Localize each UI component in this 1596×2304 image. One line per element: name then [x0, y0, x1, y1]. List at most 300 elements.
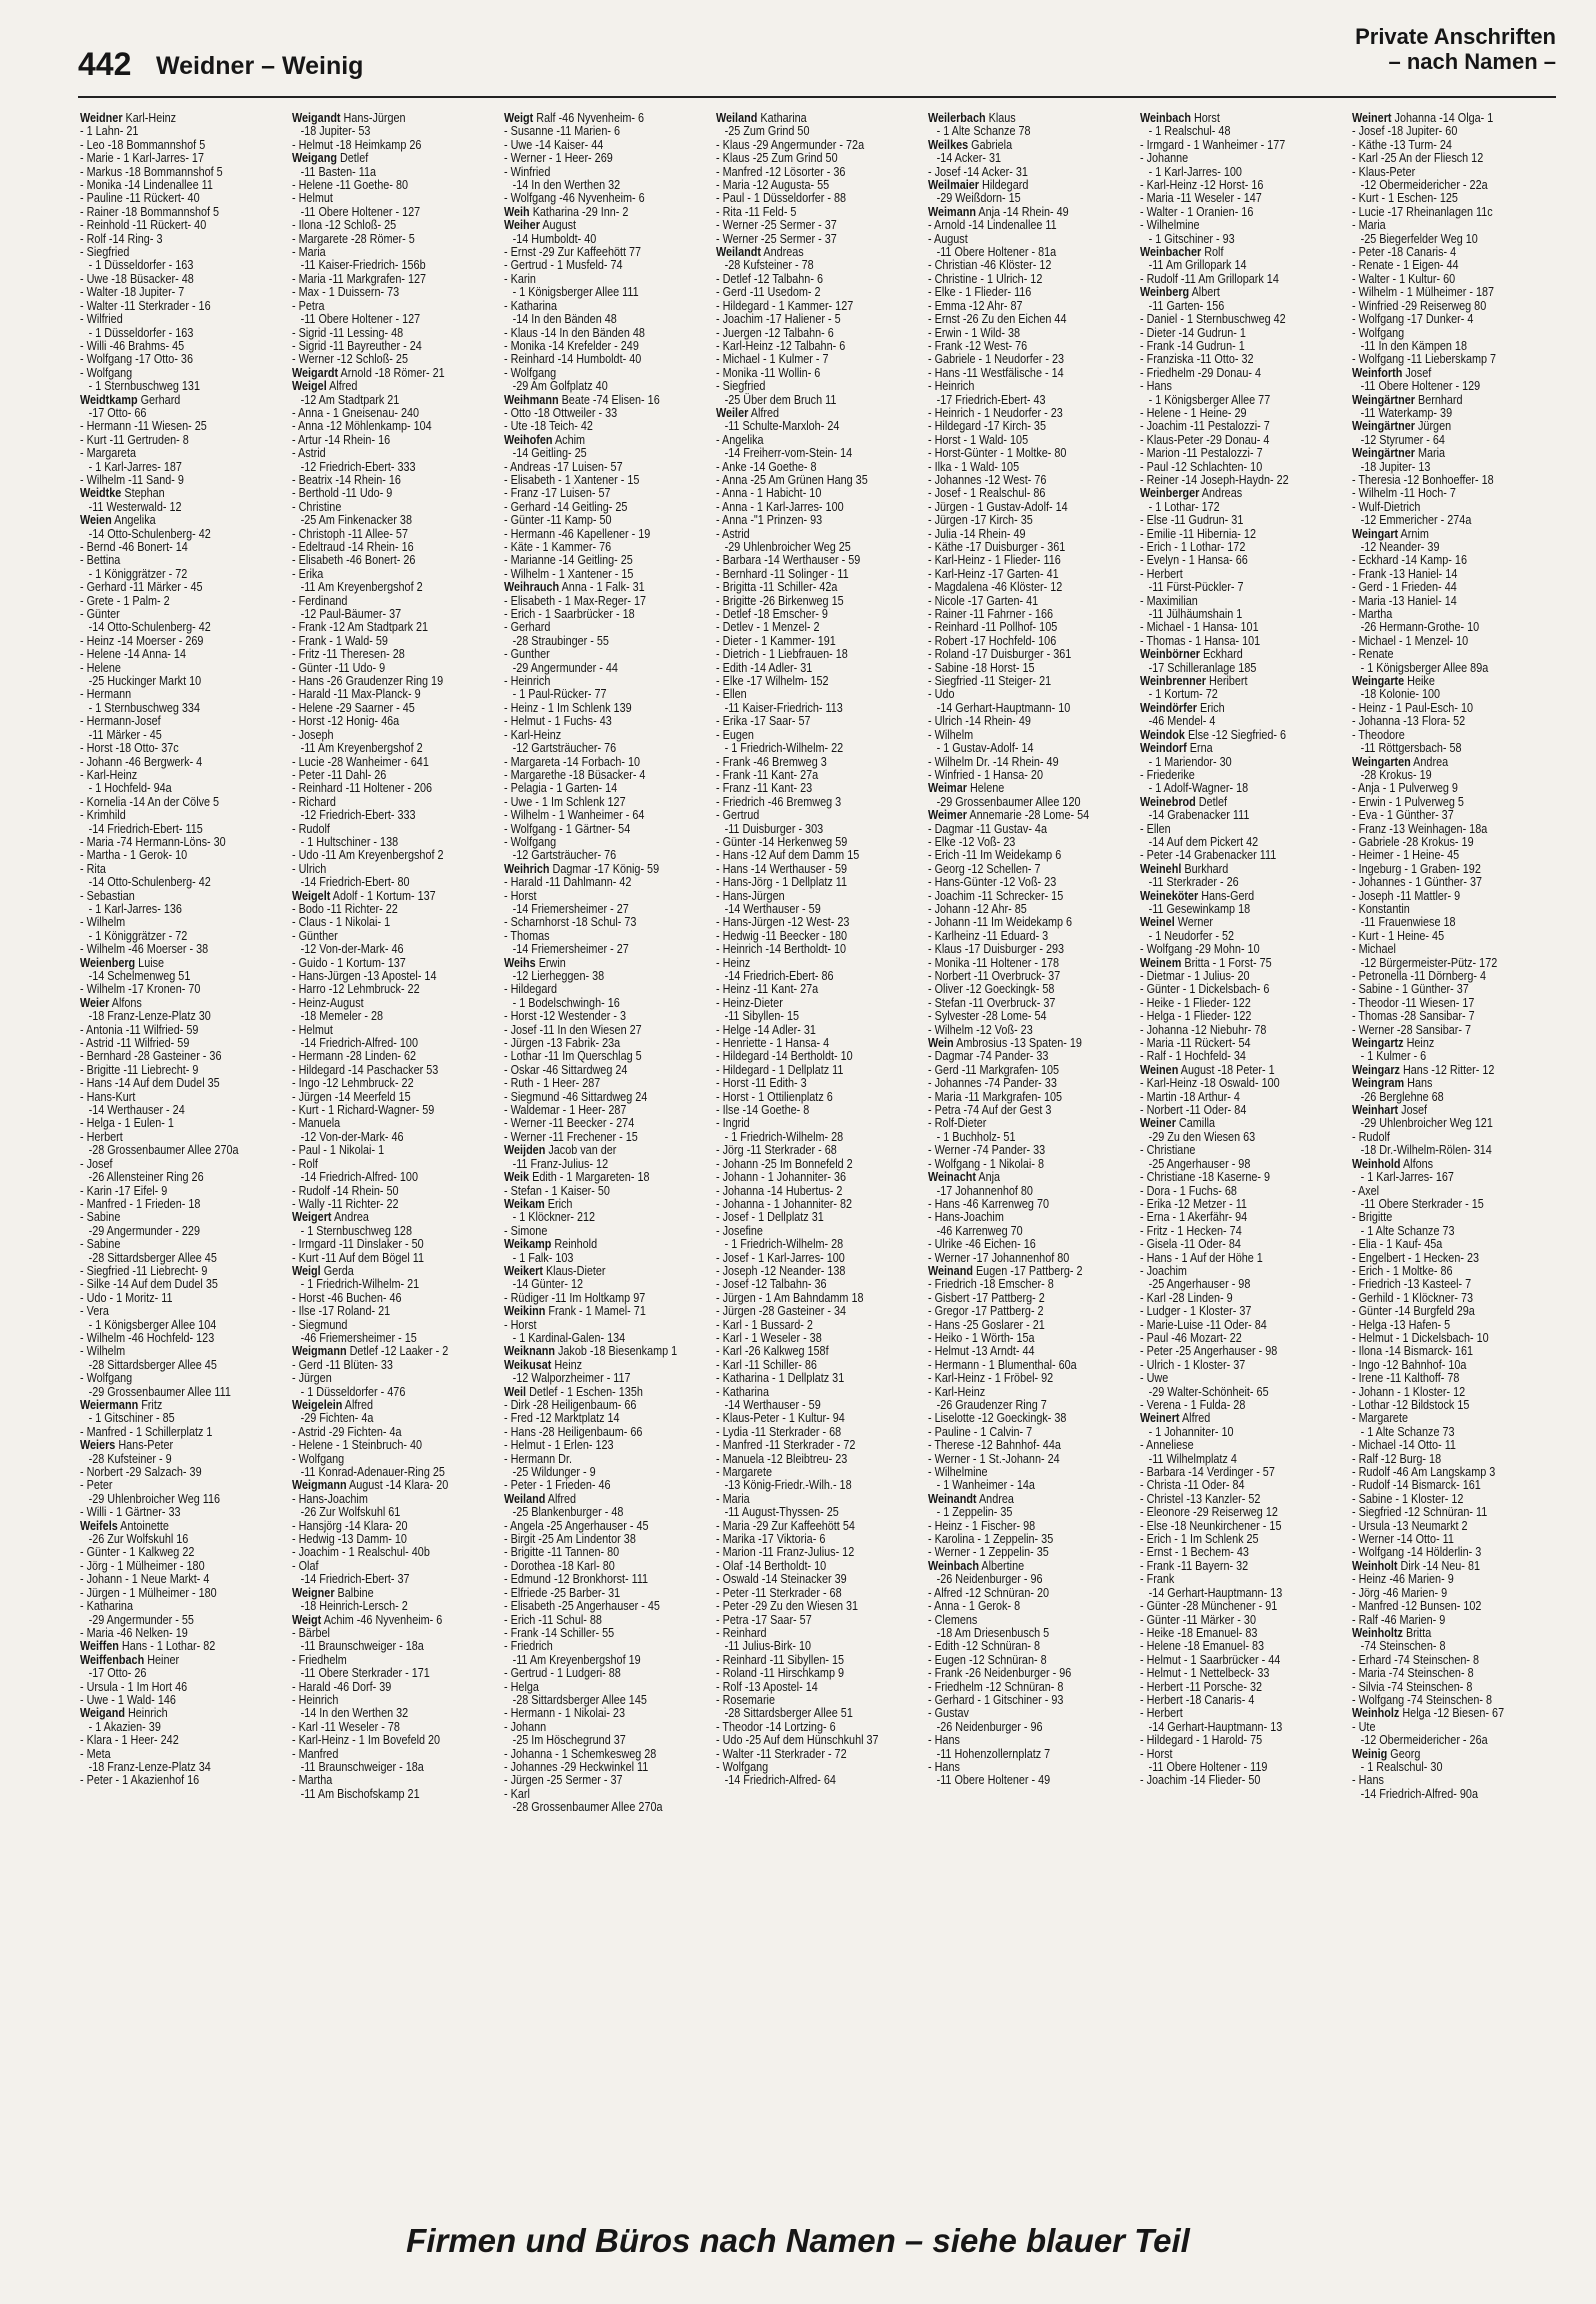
- list-item: - Manuela -12 Bleibtreu- 23: [716, 1451, 848, 1466]
- address-line: -14 Friedrich-Alfred- 100: [300, 1036, 418, 1051]
- list-item: - Manfred -12 Bunsen- 102: [1352, 1599, 1482, 1614]
- list-item: - Verena - 1 Fulda- 28: [1140, 1398, 1246, 1412]
- list-item: - Karl - 1 Weseler - 38: [716, 1330, 822, 1345]
- list-item: - Johannes -29 Heckwinkel 11: [504, 1759, 649, 1774]
- address-line: -14 Friedrich-Ebert- 86: [724, 969, 834, 983]
- address-line: -46 Mendel- 4: [1148, 714, 1216, 729]
- address-line: -12 Emmericher - 274a: [1360, 513, 1472, 528]
- list-item: - Marie-Luise -11 Oder- 84: [1140, 1317, 1267, 1332]
- address-line: -14 Auf dem Pickert 42: [1148, 834, 1259, 849]
- list-item: - Frank: [1140, 1572, 1175, 1587]
- list-item: - Anneliese: [1140, 1438, 1194, 1453]
- list-item: - Horst -11 Edith- 3: [716, 1076, 807, 1091]
- address-line: -12 Friedrich-Ebert- 333: [300, 808, 416, 823]
- list-item: - Ilse -17 Roland- 21: [292, 1304, 391, 1319]
- list-item: - Astrid -11 Wilfried- 59: [80, 1036, 190, 1051]
- entry-details: Heinrich: [124, 1706, 168, 1721]
- list-item: - Oskar -46 Sittardweg 24: [504, 1062, 628, 1077]
- address-line: - 1 Düsseldorfer - 476: [300, 1384, 406, 1399]
- surname-entry: [504, 863, 680, 876]
- list-item: - Rudolf -11 Am Grillopark 14: [1140, 271, 1279, 286]
- address-line: -11 Hohenzollernplatz 7: [936, 1746, 1051, 1761]
- entry-details: Josef: [1398, 1103, 1428, 1118]
- directory-column-1: [80, 112, 256, 2194]
- surname-entry: [1352, 1104, 1528, 1117]
- entry-details: Jacob van der: [545, 1143, 617, 1158]
- list-item: - Gunther: [504, 647, 550, 662]
- list-item: - Manfred -11 Sterkrader - 72: [716, 1438, 856, 1453]
- list-item: - Joachim -17 Haliener - 5: [716, 312, 841, 327]
- list-item: - Ernst - 1 Bechem- 43: [1140, 1545, 1249, 1560]
- list-item: - Norbert -11 Oder- 84: [1140, 1103, 1247, 1118]
- address-line: - 1 Friedrich-Wilhelm- 22: [724, 741, 844, 756]
- list-item: - Ludger - 1 Kloster- 37: [1140, 1304, 1252, 1319]
- surname: Weiermann: [80, 1398, 139, 1412]
- surname: Weindorf: [1140, 741, 1187, 756]
- section-title-line-1: Private Anschriften: [1355, 24, 1556, 49]
- list-item: - Walter - 1 Oranien- 16: [1140, 204, 1254, 219]
- list-item: - Jürgen -25 Sermer - 37: [504, 1773, 623, 1788]
- list-item: - Karl-Heinz -18 Oswald- 100: [1140, 1076, 1280, 1091]
- list-item: - Gerhard: [504, 620, 551, 635]
- surname: Weinebrod: [1140, 794, 1196, 809]
- list-item: - Karl -26 Kalkweg 158f: [716, 1344, 829, 1359]
- address-line: - 1 Friedrich-Wilhelm- 28: [724, 1129, 844, 1144]
- list-item: - Hildegard - 1 Kammer- 127: [716, 298, 854, 313]
- list-item: - Hansjörg -14 Klara- 20: [292, 1518, 408, 1533]
- list-item: - Stefan -11 Overbruck- 37: [928, 995, 1056, 1010]
- list-item: - Astrid: [716, 526, 750, 541]
- address-line: -26 Zur Wolfskuhl 16: [88, 1532, 189, 1547]
- list-item: - Thomas -28 Sansibar- 7: [1352, 1009, 1475, 1024]
- entry-details: Anja: [975, 1170, 1001, 1185]
- surname: Weigt: [504, 112, 534, 125]
- list-item: - Elke -12 Voß- 23: [928, 834, 1016, 849]
- list-item: - Wilhelm -11 Sand- 9: [80, 472, 184, 487]
- entry-details: Anja -14 Rhein- 49: [975, 204, 1069, 219]
- directory-column-3: [504, 112, 680, 2194]
- address-line: -11 Duisburger - 303: [724, 821, 824, 836]
- list-item: - Franz -11 Kant- 23: [716, 781, 813, 796]
- list-item: - Ulrike -46 Eichen- 16: [928, 1237, 1036, 1252]
- list-item: - Friedrich -13 Kasteel- 7: [1352, 1277, 1472, 1292]
- surname: Weil: [504, 1384, 527, 1399]
- address-line: -11 Konrad-Adenauer-Ring 25: [300, 1465, 445, 1480]
- surname: Weinbach: [928, 1558, 979, 1573]
- list-item: - Gisbert -17 Pattberg- 2: [928, 1290, 1045, 1305]
- list-item: - Julia -14 Rhein- 49: [928, 526, 1026, 541]
- entry-details: Alfred: [342, 1398, 374, 1412]
- list-item: - Rosemarie: [716, 1692, 775, 1707]
- list-item: - Monika -11 Holtener - 178: [928, 955, 1060, 970]
- address-line: -29 Angermunder - 55: [88, 1612, 194, 1627]
- entry-details: Alfons: [1400, 1156, 1434, 1171]
- surname-entry: [292, 367, 468, 380]
- address-line: -29 Angermunder - 44: [512, 660, 618, 675]
- list-item: - Peter -29 Zu den Wiesen 31: [716, 1599, 859, 1614]
- list-item: - Petra: [292, 298, 325, 313]
- list-item: - Gertrud - 1 Musfeld- 74: [504, 258, 623, 273]
- list-item: - Hildegard -14 Bertholdt- 10: [716, 1049, 853, 1064]
- list-item: - Manfred - 1 Schillerplatz 1: [80, 1424, 213, 1439]
- address-line: -11 Julius-Birk- 10: [724, 1639, 812, 1654]
- address-line: -12 Gartsträucher- 76: [512, 848, 617, 863]
- address-line: -14 Friedrich-Alfred- 90a: [1360, 1786, 1478, 1801]
- address-line: -25 Wildunger - 9: [512, 1465, 596, 1480]
- address-line: -11 Märker - 45: [88, 727, 162, 742]
- list-item: - Karl-Heinz - 1 Fröbel- 92: [928, 1371, 1054, 1386]
- entry-details: Hildegard: [978, 178, 1029, 193]
- entry-details: Adolf - 1 Kortum- 137: [330, 888, 436, 903]
- surname-entry: [928, 1037, 1104, 1050]
- list-item: - Helmut - 1 Dickelsbach- 10: [1352, 1330, 1489, 1345]
- list-item: - Fred -12 Marktplatz 14: [504, 1411, 620, 1426]
- entry-details: Werner: [1174, 915, 1214, 930]
- address-line: -11 Braunschweiger - 18a: [300, 1759, 424, 1774]
- list-item: - Scharnhorst -18 Schul- 73: [504, 915, 637, 930]
- list-item: - Hans -14 Auf dem Dudel 35: [80, 1076, 220, 1091]
- list-item: - Wilhelm: [80, 1344, 126, 1359]
- directory-columns: [80, 112, 1562, 2194]
- surname: Weiher: [504, 218, 540, 233]
- entry-details: Alfons: [109, 995, 142, 1010]
- list-item: - Helene -11 Goethe- 80: [292, 178, 409, 193]
- address-line: -28 Sittardsberger Allee 45: [88, 1357, 217, 1372]
- header-rule: [78, 96, 1556, 98]
- list-item: - Hans-Günter -12 Voß- 23: [928, 875, 1057, 890]
- list-item: - Peter -11 Dahl- 26: [292, 767, 387, 782]
- entry-details: Albert: [1189, 285, 1220, 300]
- list-item: - Harald -11 Dahlmann- 42: [504, 875, 632, 890]
- list-item: - Gerd -11 Usedom- 2: [716, 285, 821, 300]
- address-line: - 1 Johanniter- 10: [1148, 1424, 1234, 1439]
- list-item: - Walter -11 Sterkrader - 16: [80, 298, 211, 313]
- address-line: -11 Am Grillopark 14: [1148, 258, 1247, 273]
- address-line: -14 Otto-Schulenberg- 42: [88, 620, 211, 635]
- list-item: - Winfried: [504, 164, 551, 179]
- list-item: - August: [928, 231, 968, 246]
- list-item: - Friedrich: [504, 1639, 553, 1654]
- address-line: -12 Von-der-Mark- 46: [300, 1129, 404, 1144]
- address-line: -14 Grabenacker 111: [1148, 808, 1250, 823]
- surname: Weigelein: [292, 1398, 343, 1412]
- address-line: -14 In den Werthen 32: [300, 1706, 409, 1721]
- list-item: - Ernst -26 Zu den Eichen 44: [928, 312, 1067, 327]
- list-item: - Horst -12 Westender - 3: [504, 1009, 626, 1024]
- list-item: - Brigitte -26 Birkenweg 15: [716, 593, 844, 608]
- list-item: - Jürgen - 1 Mülheimer - 180: [80, 1585, 217, 1600]
- entry-details: Klaus: [985, 112, 1016, 125]
- list-item: - Brigitta -11 Schiller- 42a: [716, 580, 838, 595]
- list-item: - Martha: [292, 1773, 333, 1788]
- surname: Weigmann: [292, 1344, 347, 1359]
- entry-details: Georg: [1387, 1746, 1421, 1761]
- entry-details: Hans-Peter: [115, 1438, 174, 1453]
- list-item: - Dorothea -18 Karl- 80: [504, 1558, 615, 1573]
- surname-entry: [1140, 796, 1316, 809]
- surname: Weigl: [292, 1263, 321, 1278]
- list-item: - Michael -14 Otto- 11: [1352, 1438, 1456, 1453]
- list-item: - Stefan - 1 Kaiser- 50: [504, 1183, 610, 1198]
- list-item: - Helmut -13 Arndt- 44: [928, 1344, 1035, 1359]
- surname-entry: [928, 112, 1104, 125]
- list-item: - Manfred: [292, 1746, 339, 1761]
- address-line: -26 Hermann-Grothe- 10: [1360, 620, 1480, 635]
- surname-entry: [504, 1345, 680, 1358]
- list-item: - Joseph -12 Neander- 138: [716, 1263, 846, 1278]
- list-item: - Sabine - 1 Günther- 37: [1352, 982, 1469, 997]
- list-item: - Angelika: [716, 432, 764, 447]
- list-item: - Krimhild: [80, 808, 126, 823]
- address-line: - 1 Friedrich-Wilhelm- 28: [724, 1237, 844, 1252]
- address-line: -11 Sterkrader - 26: [1148, 875, 1239, 890]
- list-item: - Hans -25 Goslarer - 21: [928, 1317, 1045, 1332]
- list-item: - Johann -46 Bergwerk- 4: [80, 754, 203, 769]
- list-item: - Helga - 1 Flieder- 122: [1140, 1009, 1252, 1024]
- list-item: - Frank -12 Am Stadtpark 21: [292, 620, 429, 635]
- list-item: - Ulrich -14 Rhein- 49: [928, 714, 1031, 729]
- list-item: - Bernd -46 Bonert- 14: [80, 540, 188, 554]
- address-line: -18 Dr.-Wilhelm-Rölen- 314: [1360, 1143, 1492, 1158]
- list-item: - Johann -12 Ahr- 85: [928, 901, 1027, 916]
- list-item: - Erich -11 Im Weidekamp 6: [928, 848, 1062, 863]
- address-line: -11 Schulte-Marxloh- 24: [724, 419, 840, 434]
- address-line: - 1 Karl-Jarres- 136: [88, 901, 182, 916]
- list-item: - Rita -11 Feld- 5: [716, 204, 797, 219]
- list-item: - Christel -13 Kanzler- 52: [1140, 1491, 1261, 1506]
- address-line: -11 Garten- 156: [1148, 298, 1225, 313]
- list-item: - Karl -28 Linden- 9: [1140, 1290, 1233, 1305]
- surname-entry: [928, 206, 1104, 219]
- list-item: - Irene -11 Kalthoff- 78: [1352, 1371, 1460, 1386]
- list-item: - Harro -12 Lehmbruck- 22: [292, 982, 420, 997]
- list-item: - Karl-Heinz -12 Talbahn- 6: [716, 338, 846, 353]
- list-item: - Karlheinz -11 Eduard- 3: [928, 928, 1049, 943]
- surname-entry: [80, 1520, 256, 1533]
- list-item: - Josefine: [716, 1223, 763, 1238]
- address-line: -14 Werthauser - 24: [88, 1103, 185, 1118]
- list-item: - Kurt - 1 Eschen- 125: [1352, 191, 1458, 206]
- list-item: - Franz -13 Weinhagen- 18a: [1352, 821, 1488, 836]
- address-line: - 1 Sternbuschweg 334: [88, 700, 200, 715]
- list-item: - Wilhelm - 1 Mülheimer - 187: [1352, 285, 1495, 300]
- list-item: - Josef -11 In den Wiesen 27: [504, 1022, 642, 1037]
- entry-details: Gabriela: [968, 137, 1013, 152]
- entry-details: Britta - 1 Forst- 75: [1181, 955, 1272, 970]
- list-item: - Klaus -29 Angermunder - 72a: [716, 137, 865, 152]
- address-line: -25 Huckinger Markt 10: [88, 674, 202, 689]
- list-item: - Michael: [1352, 942, 1396, 957]
- entry-details: Gerhard: [137, 392, 181, 407]
- surname: Weinberger: [1140, 486, 1200, 501]
- list-item: - Else -18 Neunkirchener - 15: [1140, 1518, 1282, 1533]
- list-item: - Willi - 1 Gärtner- 33: [80, 1505, 181, 1520]
- surname-entry: [292, 1587, 468, 1600]
- list-item: - Horst - 1 Ottilienplatz 6: [716, 1089, 833, 1104]
- list-item: - Günter -14 Burgfeld 29a: [1352, 1304, 1475, 1319]
- address-line: - 1 Königgrätzer - 72: [88, 566, 188, 581]
- list-item: - Gerhard - 1 Gitschiner - 93: [928, 1692, 1064, 1707]
- surname-entry: [1140, 916, 1316, 929]
- list-item: - Nicole -17 Garten- 41: [928, 593, 1039, 608]
- surname: Weikert: [504, 1263, 543, 1278]
- list-item: - Wolfgang: [292, 1451, 345, 1466]
- entry-details: Luise: [135, 955, 165, 970]
- list-item: - Maria -11 Markgrafen- 105: [928, 1089, 1063, 1104]
- list-item: - Klara - 1 Heer- 242: [80, 1733, 179, 1748]
- address-line: -28 Sittardsberger Allee 145: [512, 1692, 647, 1707]
- list-item: - Peter - 1 Akazienhof 16: [80, 1773, 200, 1788]
- address-line: -14 Werthauser - 59: [724, 901, 821, 916]
- list-item: - Frank -14 Schiller- 55: [504, 1625, 615, 1640]
- section-title-line-2: – nach Namen –: [1388, 49, 1556, 74]
- list-item: - Eleonore -29 Reiserweg 12: [1140, 1505, 1278, 1520]
- list-item: - Hans -26 Graudenzer Ring 19: [292, 674, 444, 689]
- surname: Weikamp: [504, 1237, 552, 1252]
- surname-entry: [504, 957, 680, 970]
- surname: Weinen: [1140, 1062, 1179, 1077]
- surname: Weikinn: [504, 1304, 546, 1319]
- list-item: - Josef -18 Jupiter- 60: [1352, 124, 1458, 139]
- list-item: - Karin -17 Eifel- 9: [80, 1183, 168, 1198]
- surname: Weigmann: [292, 1478, 347, 1493]
- entry-details: Albertine: [978, 1558, 1025, 1573]
- list-item: - Werner - 1 Zeppelin- 35: [928, 1545, 1049, 1560]
- address-line: -17 Friedrich-Ebert- 43: [936, 392, 1046, 407]
- list-item: - Petra -17 Saar- 57: [716, 1612, 812, 1627]
- list-item: - Hans -46 Karrenweg 70: [928, 1196, 1050, 1211]
- list-item: - Heinz-August: [292, 995, 364, 1010]
- list-item: - Heiko - 1 Wörth- 15a: [928, 1330, 1035, 1345]
- list-item: - Horst - 1 Wald- 105: [928, 432, 1029, 447]
- surname-entry: [1140, 1412, 1316, 1425]
- surname-entry: [1352, 420, 1528, 433]
- surname-entry: [1140, 957, 1316, 970]
- list-item: - Heinrich -14 Bertholdt- 10: [716, 942, 847, 957]
- list-item: - Margareta: [80, 446, 136, 461]
- surname-entry: [1352, 447, 1528, 460]
- address-line: -11 Jülhäumshain 1: [1148, 607, 1243, 622]
- address-line: -14 Acker- 31: [936, 151, 1002, 166]
- address-line: -11 Westerwald- 12: [88, 499, 182, 514]
- list-item: - Udo -25 Auf dem Hünschkuhl 37: [716, 1733, 879, 1748]
- list-item: - Karin: [504, 271, 536, 286]
- list-item: - Else -11 Gudrun- 31: [1140, 513, 1244, 528]
- entry-details: Detlef -12 Laaker - 2: [346, 1344, 449, 1359]
- entry-details: Johanna -14 Olga- 1: [1391, 112, 1494, 125]
- surname-entry: [1140, 1064, 1316, 1077]
- list-item: - Siegmund -46 Sittardweg 24: [504, 1089, 648, 1104]
- surname: Weigand: [80, 1706, 125, 1721]
- surname: Weingarte: [1352, 674, 1405, 689]
- address-line: -11 Obere Holtener - 119: [1148, 1759, 1268, 1774]
- list-item: - Walter - 1 Kultur- 60: [1352, 271, 1456, 286]
- address-line: - 1 Königsberger Allee 111: [512, 285, 639, 300]
- directory-column-5: [928, 112, 1104, 2194]
- entry-details: Fritz: [138, 1398, 163, 1412]
- list-item: - Karl-Heinz -12 Horst- 16: [1140, 178, 1264, 193]
- surname-entry: [1352, 1627, 1528, 1640]
- list-item: - Oswald -14 Steinacker 39: [716, 1572, 847, 1587]
- address-line: -11 Gesewinkamp 18: [1148, 901, 1251, 916]
- list-item: - Lothar -12 Bildstock 15: [1352, 1398, 1470, 1412]
- list-item: - Emma -12 Ahr- 87: [928, 298, 1023, 313]
- list-item: - Hildegard - 1 Dellplatz 11: [716, 1062, 844, 1077]
- list-item: - Josef - 1 Dellplatz 31: [716, 1210, 824, 1225]
- surname-entry: [1140, 890, 1316, 903]
- entry-details: Ralf -46 Nyvenheim- 6: [533, 112, 645, 125]
- list-item: - Horst: [504, 888, 537, 903]
- surname-entry: [504, 112, 680, 125]
- address-line: -11 Am Kreyenbergshof 2: [300, 741, 423, 756]
- address-line: -25 Angerhauser - 98: [1148, 1156, 1251, 1171]
- entry-details: Heike: [1404, 674, 1435, 689]
- list-item: - Erhard -74 Steinschen- 8: [1352, 1652, 1480, 1667]
- list-item: - Jürgen -28 Gasteiner - 34: [716, 1304, 847, 1319]
- list-item: - Maria -74 Hermann-Löns- 30: [80, 834, 226, 849]
- list-item: - Heinz - 1 Paul-Esch- 10: [1352, 700, 1473, 715]
- list-item: - Eckhard -14 Kamp- 16: [1352, 553, 1467, 568]
- list-item: - Wilhelm -46 Hochfeld- 123: [80, 1330, 215, 1345]
- list-item: - Anna - 1 Gerok- 8: [928, 1599, 1021, 1614]
- list-item: - Martha: [1352, 607, 1393, 622]
- list-item: - Christine: [292, 499, 342, 514]
- list-item: - Karl-Heinz - 1 Im Bovefeld 20: [292, 1733, 441, 1748]
- list-item: - Winfried - 1 Hansa- 20: [928, 767, 1043, 782]
- address-line: -11 Sibyllen- 15: [724, 1009, 800, 1024]
- page-number: 442: [78, 46, 132, 82]
- address-line: -11 Wilhelmplatz 4: [1148, 1451, 1237, 1466]
- list-item: - Richard: [292, 794, 336, 809]
- entry-details: Annemarie -28 Lome- 54: [966, 808, 1090, 823]
- list-item: - Monika -14 Krefelder - 249: [504, 338, 639, 353]
- surname: Weingärtner: [1352, 392, 1415, 407]
- list-item: - Uwe - 1 Im Schlenk 127: [504, 794, 626, 809]
- entry-details: Andreas: [760, 245, 804, 260]
- list-item: - Günter -28 Münchener - 91: [1140, 1599, 1278, 1614]
- list-item: - Peter -11 Sterkrader - 68: [716, 1585, 842, 1600]
- list-item: - Bernhard -11 Solinger - 11: [716, 566, 849, 581]
- entry-details: Detlef: [336, 151, 369, 166]
- address-line: - 1 Wanheimer - 14a: [936, 1478, 1035, 1493]
- surname-entry: [292, 1399, 468, 1412]
- list-item: - Karl -25 An der Fliesch 12: [1352, 151, 1484, 166]
- surname: Weiffenbach: [80, 1652, 145, 1667]
- page-header: [78, 18, 1556, 96]
- surname-entry: [928, 782, 1104, 795]
- address-line: -29 Grossenbaumer Allee 120: [936, 794, 1081, 809]
- list-item: - Hermann: [80, 687, 132, 702]
- list-item: - Heinrich - 1 Neudorfer - 23: [928, 405, 1063, 420]
- list-item: - Rüdiger -11 Im Holtkamp 97: [504, 1290, 646, 1305]
- list-item: - Günter -11 Udo- 9: [292, 660, 386, 675]
- entry-details: Jürgen: [1414, 419, 1452, 434]
- surname-entry: [80, 1399, 256, 1412]
- list-item: - Edith -12 Schnüran- 8: [928, 1639, 1040, 1654]
- list-item: - Gerhard -14 Geitling- 25: [504, 499, 628, 514]
- list-item: - Gabriele -28 Krokus- 19: [1352, 834, 1474, 849]
- list-item: - Horst-Günter - 1 Moltke- 80: [928, 446, 1067, 461]
- entry-details: August -14 Klara- 20: [346, 1478, 449, 1493]
- list-item: - Detlef -12 Talbahn- 6: [716, 271, 823, 286]
- list-item: - Werner -74 Pander- 33: [928, 1143, 1046, 1158]
- list-item: - Karl - 1 Bussard- 2: [716, 1317, 813, 1332]
- surname: Weinhold: [1352, 1156, 1401, 1171]
- list-item: - Wolfgang -11 Lieberskamp 7: [1352, 352, 1497, 367]
- list-item: - Johanna -13 Flora- 52: [1352, 714, 1466, 729]
- list-item: - Karl -11 Schiller- 86: [716, 1357, 817, 1372]
- list-item: - Axel: [1352, 1183, 1380, 1198]
